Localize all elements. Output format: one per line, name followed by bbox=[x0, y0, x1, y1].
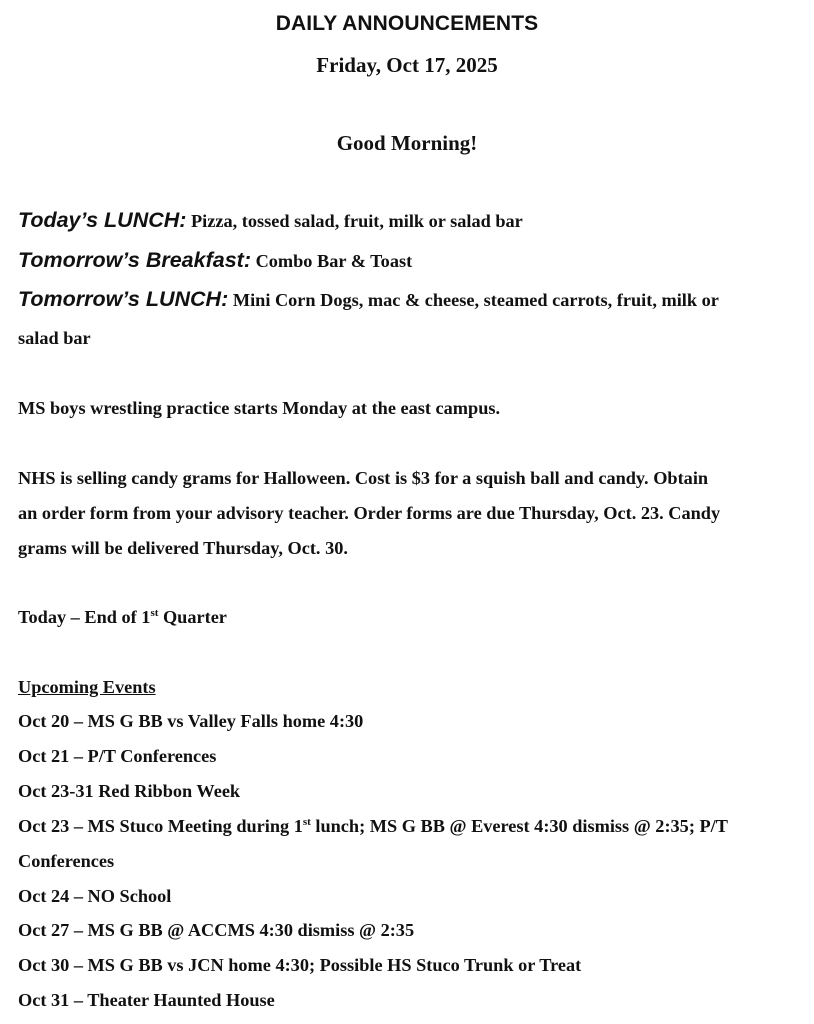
event-oct23 bbox=[18, 816, 808, 837]
event-oct23-continued: Conferences bbox=[18, 851, 115, 871]
tomorrow-breakfast-label: Tomorrow’s Breakfast: bbox=[18, 248, 251, 272]
greeting: Good Morning! bbox=[336, 131, 478, 155]
tomorrow-lunch-label: Tomorrow’s LUNCH: bbox=[18, 287, 229, 311]
tomorrow-lunch-menu: Mini Corn Dogs, mac & cheese, steamed carrots, fruit, milk or bbox=[232, 290, 719, 310]
event-oct30: Oct 30 – MS G BB vs JCN home 4:30; Possible HS Stuco Trunk or Treat bbox=[18, 955, 582, 975]
quarter-announcement bbox=[18, 607, 808, 628]
event-oct23-text: Oct 23 – MS Stuco Meeting during 1 bbox=[18, 816, 303, 836]
event-oct27: Oct 27 – MS G BB @ ACCMS 4:30 dismiss @ 2:35 bbox=[18, 920, 415, 940]
quarter-ordinal: st bbox=[150, 607, 159, 619]
quarter-text: Today – End of 1 bbox=[18, 607, 151, 627]
tomorrow-breakfast-menu: Combo Bar & Toast bbox=[255, 251, 413, 271]
tomorrow-breakfast-line bbox=[18, 248, 808, 273]
today-lunch-label: Today’s LUNCH: bbox=[18, 208, 187, 232]
event-oct20: Oct 20 – MS G BB vs Valley Falls home 4:30 bbox=[18, 711, 364, 731]
nhs-announcement-line3: grams will be delivered Thursday, Oct. 30. bbox=[18, 538, 348, 558]
event-oct23-31: Oct 23-31 Red Ribbon Week bbox=[18, 781, 241, 801]
date-heading: Friday, Oct 17, 2025 bbox=[316, 53, 498, 77]
today-lunch-line bbox=[18, 208, 808, 233]
upcoming-events-title: Upcoming Events bbox=[18, 677, 156, 697]
nhs-announcement-line2: an order form from your advisory teacher. Order forms are due Thursday, Oct. 23. Candy bbox=[18, 503, 721, 523]
event-oct21: Oct 21 – P/T Conferences bbox=[18, 746, 217, 766]
quarter-suffix: Quarter bbox=[158, 607, 227, 627]
event-oct24: Oct 24 – NO School bbox=[18, 886, 172, 906]
tomorrow-lunch-line bbox=[18, 287, 808, 312]
event-oct23-ordinal: st bbox=[302, 816, 311, 828]
today-lunch-menu: Pizza, tossed salad, fruit, milk or salad bar bbox=[191, 211, 523, 231]
event-oct23-rest: lunch; MS G BB @ Everest 4:30 dismiss @ 2:35; P/T bbox=[310, 816, 728, 836]
wrestling-announcement: MS boys wrestling practice starts Monday at the east campus. bbox=[18, 398, 501, 418]
event-oct31: Oct 31 – Theater Haunted House bbox=[18, 990, 275, 1010]
nhs-announcement-line1: NHS is selling candy grams for Halloween. Cost is $3 for a squish ball and candy. Obtain bbox=[18, 468, 709, 488]
tomorrow-lunch-continued: salad bar bbox=[18, 328, 91, 348]
page-title: DAILY ANNOUNCEMENTS bbox=[275, 12, 539, 35]
upcoming-events-heading bbox=[18, 677, 808, 698]
